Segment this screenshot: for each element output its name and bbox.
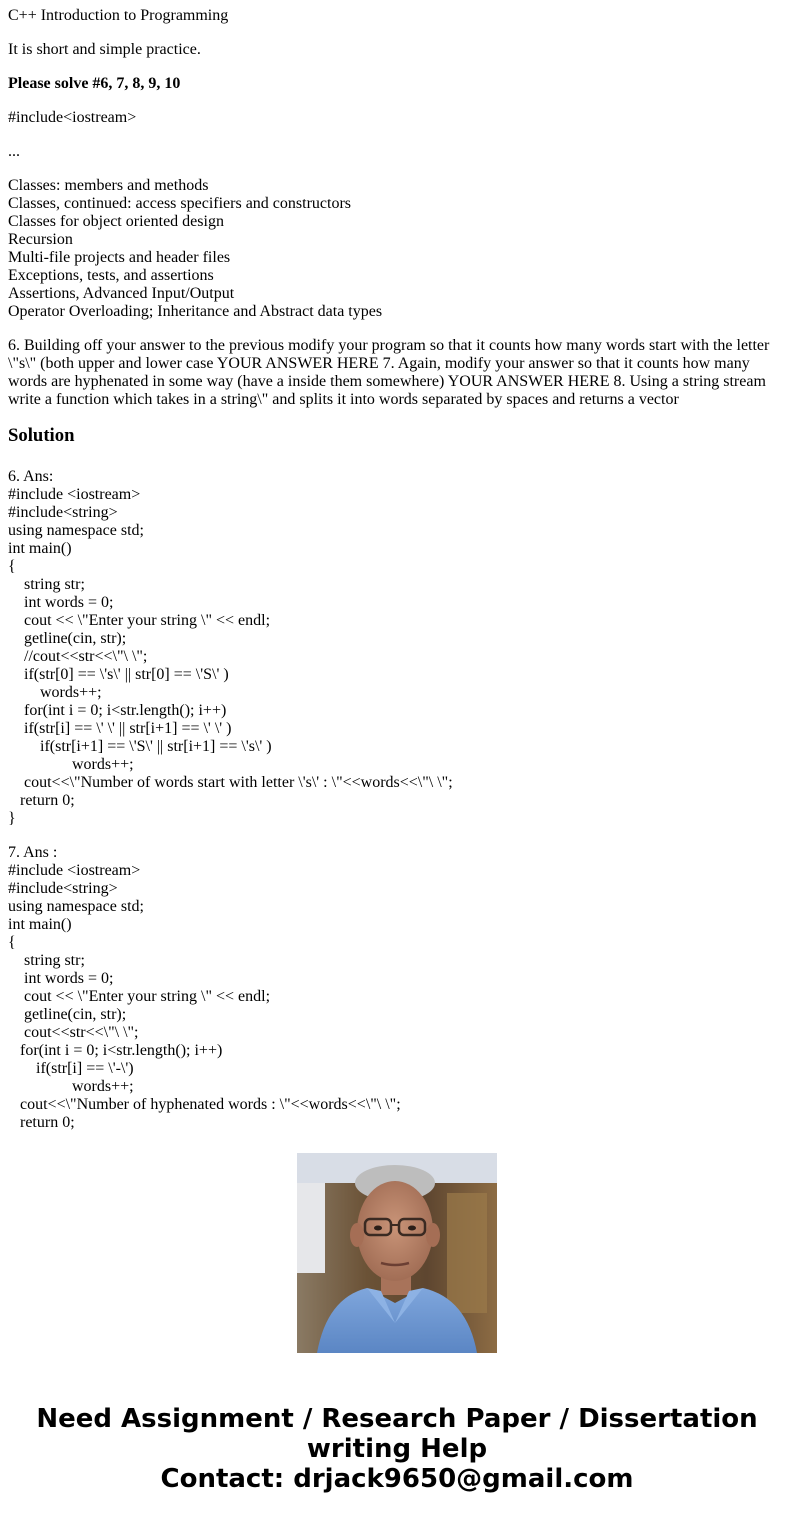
code-line: } (8, 810, 16, 827)
code-line: for(int i = 0; i<str.length(); i++) (8, 1042, 223, 1059)
answer-block (8, 468, 786, 1131)
code-line: cout<<str<<\"\ \"; (8, 1024, 139, 1041)
code-line: { (8, 934, 16, 951)
code-line: cout<<\"Number of words start with letter \'s\' : \"<<words<<\"\ \"; (8, 774, 453, 791)
code-line: return 0; (8, 1114, 75, 1131)
topic-item: Recursion (8, 231, 73, 248)
topic-item: Classes for object oriented design (8, 213, 224, 230)
page-title: C++ Introduction to Programming (8, 7, 229, 24)
code-line: #include<string> (8, 504, 118, 521)
code-line: string str; (8, 576, 85, 593)
code-line: #include <iostream> (8, 862, 141, 879)
code-line: int words = 0; (8, 970, 114, 987)
intro-text: It is short and simple practice. (8, 41, 201, 58)
code-line: int main() (8, 540, 72, 557)
code-line: if(str[i] == \' \' || str[i+1] == \' \' ) (8, 720, 232, 737)
code-line: if(str[i+1] == \'S\' || str[i+1] == \'s\' ) (8, 738, 272, 755)
code-line: words++; (8, 684, 102, 701)
code-line: using namespace std; (8, 522, 144, 539)
code-line: for(int i = 0; i<str.length(); i++) (8, 702, 227, 719)
instruction-text: Please solve #6, 7, 8, 9, 10 (8, 75, 181, 92)
code-line: //cout<<str<<\"\ \"; (8, 648, 148, 665)
code-line: string str; (8, 952, 85, 969)
code-line: using namespace std; (8, 898, 144, 915)
code-line: getline(cin, str); (8, 630, 127, 647)
topic-item: Classes: members and methods (8, 177, 209, 194)
ellipsis-text: ... (8, 143, 20, 160)
code-line: int main() (8, 916, 72, 933)
topic-item: Multi-file projects and header files (8, 249, 231, 266)
include-line: #include<iostream> (8, 109, 137, 126)
code-line: #include <iostream> (8, 486, 141, 503)
answer-gap (8, 828, 786, 844)
topic-item: Exceptions, tests, and assertions (8, 267, 214, 284)
avatar (297, 1153, 497, 1353)
code-line: { (8, 558, 16, 575)
code-line: words++; (8, 1078, 134, 1095)
code-line: if(str[0] == \'s\' || str[0] == \'S\' ) (8, 666, 229, 683)
code-line: #include<string> (8, 880, 118, 897)
code-line: cout << \"Enter your string \" << endl; (8, 612, 271, 629)
code-line: if(str[i] == \'-\') (8, 1060, 134, 1077)
question-text: 6. Building off your answer to the previous modify your program so that it counts how many words start with the letter \"s\" (both upper and lower case YOUR ANSWER HERE 7. Again, modify your answer so that it counts how many words are hyphenated in some way (have a inside them somewhere) YOUR ANSWER HERE 8. Using a string stream write a function which takes in a string\" and splits it into words separated by spaces and returns a vector (8, 337, 770, 408)
promo-line: writing Help (306, 1434, 488, 1464)
topic-list (8, 177, 786, 321)
answer-label: 6. Ans: (8, 468, 54, 485)
author-photo (297, 1153, 497, 1353)
code-line: return 0; (8, 792, 75, 809)
solution-heading: Solution (8, 425, 75, 446)
question-section (8, 7, 786, 463)
code-line: words++; (8, 756, 134, 773)
code-line: int words = 0; (8, 594, 114, 611)
code-line: cout<<\"Number of hyphenated words : \"<<words<<\"\ \"; (8, 1096, 401, 1113)
code-line: cout << \"Enter your string \" << endl; (8, 988, 271, 1005)
code-line: getline(cin, str); (8, 1006, 127, 1023)
promo-banner (0, 1404, 794, 1494)
topic-item: Operator Overloading; Inheritance and Abstract data types (8, 303, 383, 320)
promo-contact: Contact: drjack9650@gmail.com (160, 1464, 634, 1494)
answer-label: 7. Ans : (8, 844, 58, 861)
promo-line: Need Assignment / Research Paper / Dissertation (36, 1404, 758, 1434)
topic-item: Assertions, Advanced Input/Output (8, 285, 235, 302)
topic-item: Classes, continued: access specifiers and constructors (8, 195, 352, 212)
